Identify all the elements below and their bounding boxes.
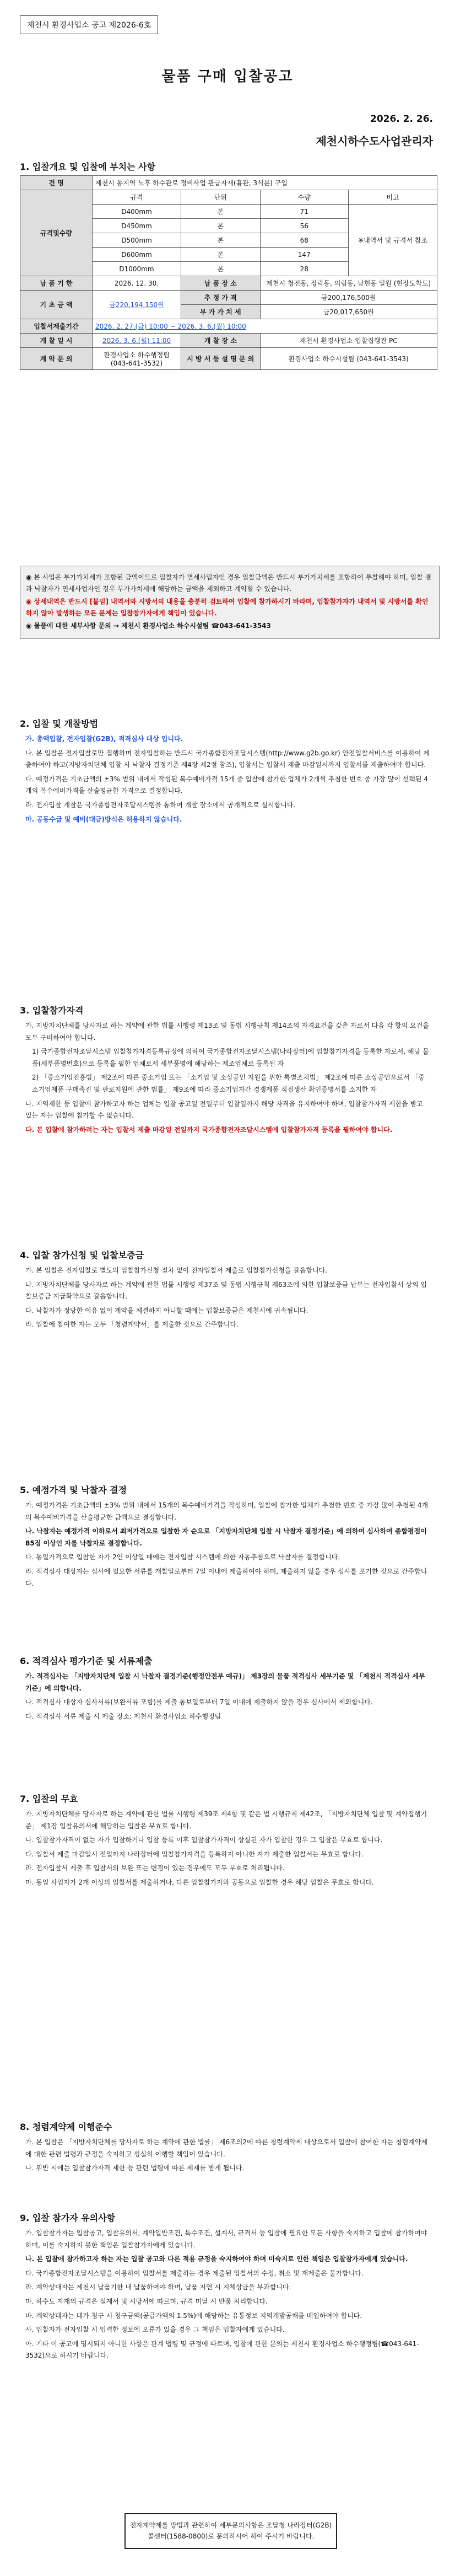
important-notes-box (20, 566, 440, 639)
section-5-item: 다. 동일가격으로 입찰한 자가 2인 이상일 때에는 전자입찰 시스템에 의한 자동추첨으로 낙찰자를 결정합니다. (25, 1553, 340, 1561)
spec-cell: D400mm (93, 205, 181, 219)
label-opening-time: 개 찰 일 시 (20, 334, 93, 348)
spec-col-header: 수량 (260, 190, 349, 205)
section-7-item: 라. 전자입찰서 제출 후 입찰서의 보완 또는 변경이 있는 경우에도 모두 무효로 처리됩니다. (25, 1864, 285, 1872)
section-5-item: 나. 낙찰자는 예정가격 이하로서 최저가격으로 입찰한 자 순으로 「지방자치단체 입찰 시 낙찰자 결정기준」에 의하여 심사하여 종합평점이 85점 이상인 자를 낙찰자로 결정합니다. (25, 1527, 427, 1547)
section-4-heading: 4. 입찰 참가신청 및 입찰보증금 (20, 1250, 144, 1260)
section-8-item: 가. 본 입찰은 「지방자치단체를 당사자로 하는 계약에 관한 법률」 제6조의2에 따른 청렴계약제 대상으로서 입찰에 참여한 자는 청렴계약제에 대한 관련 법령과 규정을 숙지하고 성실히 이행할 책임이 있습니다. (25, 2138, 428, 2158)
note-item: ◉ 상세내역은 반드시 [붙임] 내역서와 시방서의 내용을 충분히 검토하여 입찰에 참가하시기 바라며, 입찰참가자가 내역서 및 시방서를 확인하지 않아 발생하는 모든 문제는 입찰참가자에게 책임이 있습니다. (26, 598, 429, 617)
spec-cell: 147 (260, 248, 349, 262)
spec-cell: D600mm (93, 248, 181, 262)
section-9-item: 사. 입찰자가 전자입찰 시 입력한 정보에 오류가 있을 경우 그 책임은 입찰자에게 있습니다. (25, 2326, 285, 2334)
footer-line: 콜센터(1588-0800)로 문의하시어 하여 주시기 바랍니다. (147, 2532, 315, 2541)
section-2-item: 가. 총액입찰, 전자입찰(G2B), 적격심사 대상 입니다. (25, 735, 183, 743)
inquiry-footer-box (124, 2513, 337, 2549)
section-6-item: 다. 적격심사 서류 제출 시 제출 장소: 제천시 환경사업소 하수행정팀 (25, 1712, 221, 1720)
section-9-item: 다. 국가종합전자조달시스템을 이용하여 입찰서를 제출하는 경우 제출된 입찰서의 수정, 취소 및 재제출은 불가합니다. (25, 2269, 364, 2277)
section-2-item: 라. 전자입찰 개찰은 국가종합전자조달시스템을 통하여 개찰 장소에서 공개적으로 실시합니다. (25, 801, 296, 809)
spec-cell: 본 (181, 262, 261, 276)
section-6-item: 나. 적격심사 대상자 심사서류(보완서류 포함)를 제출 통보일로부터 7일 이내에 제출하지 않을 경우 심사에서 제외합니다. (25, 1698, 373, 1706)
label-delivery: 납 품 기 한 (20, 276, 93, 291)
section-1-heading: 1. 입찰개요 및 입찰에 부치는 사항 (20, 162, 155, 172)
section-4-item: 나. 지방자치단체를 당사자로 하는 계약에 관한 법률 시행령 제37조 및 동법 시행규칙 제63조에 의한 입찰보증금 납부는 전자입찰서 상의 입찰보증금 지급확약으로 갈음합니다. (25, 1280, 427, 1301)
spec-cell: 본 (181, 205, 261, 219)
section-7-item: 가. 지방자치단체를 당사자로 하는 계약에 관한 법률 시행령 제39조 제4항 및 같은 법 시행규칙 제42조, 「지방자치단체 입찰 및 계약집행기준」 제1장 입찰유의서에 해당하는 입찰은 무효로 합니다. (25, 1810, 427, 1830)
section-9-item: 가. 입찰참가자는 입찰공고, 입찰유의서, 계약일반조건, 특수조건, 설계서, 규격서 등 입찰에 필요한 모든 사항을 숙지하고 입찰에 참가하여야 하며, 이를 숙지하지 못한 책임은 입찰참가자에게 있습니다. (25, 2229, 427, 2249)
label-delivery-place: 납 품 장 소 (181, 276, 261, 291)
spec-col-header: 비고 (349, 190, 437, 205)
section-5-heading: 5. 예정가격 및 낙찰자 결정 (20, 1485, 127, 1495)
label-estimated-price: 추 정 가 격 (181, 291, 261, 305)
spec-cell: D500mm (93, 233, 181, 248)
section-8-heading: 8. 청렴계약제 이행준수 (20, 2122, 112, 2132)
section-3-heading: 3. 입찰참가자격 (20, 1005, 84, 1016)
section-9-item: 바. 계약상대자는 대가 청구 시 청구금액(공급가액의 1.5%)에 해당하는 유통정보 지역개발공채를 매입하여야 합니다. (25, 2311, 362, 2320)
section-2-item: 마. 공동수급 및 예비(대금)방식은 허용하지 않습니다. (25, 815, 182, 823)
page-title: 물품 구매 입찰공고 (161, 68, 294, 85)
label-vat: 부 가 가 치 세 (181, 305, 261, 319)
label-spec-inquiry: 시 방 서 등 설 명 문 의 (181, 348, 261, 370)
section-8-item: 나. 위반 시에는 입찰참가자격 제한 등 관련 법령에 따른 제재를 받게 됩니다. (25, 2164, 245, 2172)
note-item: ◉ 본 사업은 부가가치세가 포함된 금액이므로 입찰자가 면세사업자인 경우 입찰금액은 반드시 부가가치세를 포함하여 투찰해야 하며, 입찰 결과 낙찰자가 면세사업자인 경우 부가가치세에 해당하는 금액을 제외하고 계약할 수 있습니다. (26, 573, 432, 593)
bid-overview-table (20, 175, 437, 370)
section-3-body (25, 1020, 431, 1138)
value-submission-period: 2026. 2. 27.(금) 10:00 ~ 2026. 3. 6.(월) 10:00 (93, 319, 437, 334)
section-4-item: 가. 본 입찰은 전자입찰로 별도의 입찰참가신청 절차 없이 전자입찰서 제출로 입찰참가신청을 갈음합니다. (25, 1266, 328, 1274)
section-4-item: 라. 입찰에 참여한 자는 모두 「청렴계약서」를 제출한 것으로 간주합니다. (25, 1321, 239, 1329)
note-item: ◉ 물품에 대한 세부사항 문의 → 제천시 환경사업소 하수시설팀 ☎043-641-3543 (26, 622, 271, 630)
section-4-item: 다. 낙찰자가 정당한 이유 없이 계약을 체결하지 아니할 때에는 입찰보증금은 제천시에 귀속됩니다. (25, 1306, 308, 1314)
section-7-item: 다. 입찰서 제출 마감일시 전일까지 나라장터에 입찰참가자격을 등록하지 아니한 자가 제출한 입찰서는 무효로 합니다. (25, 1850, 364, 1858)
value-item-name: 제천시 동지역 노후 하수관로 정비사업 관급자재(흄관, 3식분) 구입 (93, 176, 437, 190)
label-contract-inquiry: 계 약 문 의 (20, 348, 93, 370)
value-base-amount: 금220,194,150원 (93, 291, 181, 319)
value-delivery-place: 제천시 청전동, 장락동, 의림동, 남현동 일원 (현장도착도) (260, 276, 437, 291)
spec-cell: 56 (260, 219, 349, 233)
value-opening-time: 2026. 3. 6.(월) 11:00 (93, 334, 181, 348)
section-5-body (25, 1500, 431, 1592)
section-3-item: 가. 지방자치단체를 당사자로 하는 계약에 관한 법률 시행령 제13조 및 동법 시행규칙 제14조의 자격요건을 갖춘 자로서 다음 각 항의 요건을 모두 구비하여야 합니다. (25, 1022, 429, 1042)
section-5-item: 라. 적격심사 대상자는 심사에 필요한 서류를 개찰일로부터 7일 이내에 제출하여야 하며, 제출하지 않을 경우 심사를 포기한 것으로 간주합니다. (25, 1567, 427, 1587)
spec-cell: D450mm (93, 219, 181, 233)
spec-cell: 28 (260, 262, 349, 276)
value-estimated-price: 금200,176,500원 (260, 291, 437, 305)
footer-line: 전자계약제를 방법과 관련하여 세부문의사항은 조달청 나라장터(G2B) (129, 2521, 332, 2529)
section-2-body (25, 733, 431, 828)
spec-cell: 71 (260, 205, 349, 219)
section-6-heading: 6. 적격심사 평가기준 및 서류제출 (20, 1656, 153, 1666)
value-delivery: 2026. 12. 30. (93, 276, 181, 291)
section-3-item: 2) 「중소기업진흥법」 제2조에 따른 중소기업 또는 「소기업 및 소상공인 지원을 위한 특별조치법」 제2조에 따른 소상공인으로서 「중소기업제품 구매촉진 및 판로지원에 관한 법률」 제9조에 따라 중소기업자간 경쟁제품 직접생산 확인증명서를 소지한 자 (32, 1074, 425, 1093)
section-2-heading: 2. 입찰 및 개찰방법 (20, 718, 99, 729)
section-5-item: 가. 예정가격은 기초금액의 ±3% 범위 내에서 15개의 복수예비가격을 작성하며, 입찰에 참가한 업체가 추첨한 번호 중 가장 많이 추첨된 4개의 복수예비가격을 산술평균한 금액으로 결정합니다. (25, 1501, 429, 1521)
value-vat: 금20,017,650원 (260, 305, 437, 319)
spec-cell: D1000mm (93, 262, 181, 276)
spec-cell: 68 (260, 233, 349, 248)
label-item-name: 건 명 (20, 176, 93, 190)
section-7-item: 마. 동일 사업자가 2개 이상의 입찰서를 제출하거나, 다른 입찰참가자와 공동으로 입찰한 경우 해당 입찰은 무효로 합니다. (25, 1878, 374, 1886)
section-4-body (25, 1265, 431, 1333)
notice-number: 제천시 환경사업소 공고 제2026-6호 (20, 15, 158, 34)
value-opening-place: 재천시 환경사업소 입찰집행관 PC (260, 334, 437, 348)
spec-cell: 본 (181, 248, 261, 262)
label-spec: 규격및수량 (20, 190, 93, 276)
section-7-body (25, 1808, 431, 1891)
section-3-item: 나. 지역제한 등 입찰에 참가하고자 하는 업체는 입찰 공고일 전일부터 입찰일까지 해당 자격을 유지하여야 하며, 입찰참가자격 제한을 받고 있는 자는 입찰에 참가할 수 없습니다. (25, 1099, 423, 1120)
section-9-heading: 9. 입찰 참가자 유의사항 (20, 2213, 116, 2223)
label-opening-place: 개 찰 장 소 (181, 334, 261, 348)
section-6-body (25, 1671, 431, 1725)
section-6-item: 가. 적격심사는 「지방자치단체 입찰 시 낙찰자 결정기준(행정안전부 예규)」 제3장의 물품 적격심사 세부기준 및 「제천시 적격심사 세부기준」에 의합니다. (25, 1672, 425, 1692)
spec-cell: 본 (181, 219, 261, 233)
label-base-amount: 기 초 금 액 (20, 291, 93, 319)
section-7-item: 나. 입찰참가자격이 없는 자가 입찰하거나 입찰 등록 이후 입찰참가자격이 상실된 자가 입찰한 경우 그 입찰은 무효로 합니다. (25, 1836, 383, 1844)
spec-cell: 본 (181, 233, 261, 248)
spec-col-header: 단위 (181, 190, 261, 205)
section-3-item: 다. 본 입찰에 참가하려는 자는 입찰서 제출 마감일 전일까지 국가종합전자조달시스템에 입찰참가자격 등록을 필하여야 합니다. (25, 1125, 393, 1134)
section-7-heading: 7. 입찰의 무효 (20, 1794, 78, 1804)
announcement-date: 2026. 2. 26. (370, 114, 433, 125)
label-submission-period: 입찰서제출기간 (20, 319, 93, 334)
section-9-item: 마. 하수도 자재의 규격은 설계서 및 시방서에 따르며, 규격 미달 시 반품 처리합니다. (25, 2297, 268, 2305)
section-9-body (25, 2228, 431, 2364)
section-9-item: 나. 본 입찰에 참가하고자 하는 자는 입찰 공고와 다른 적용 규정을 숙지하여야 하며 미숙지로 인한 책임은 입찰참가자에게 있습니다. (25, 2255, 408, 2263)
section-2-item: 나. 본 입찰은 전자입찰로만 집행하며 전자입찰하는 반드시 국가종합전자조달시스템(http://www.g2b.go.kr) 안전입찰서비스를 이용하여 제출하여야 하고(지방자치단체 입찰 시 낙찰자 결정기준 제4장 제2절 참조), 입찰서는 입찰서 제출 마감일시까지 입찰서를 제출하여야 합니다. (25, 749, 430, 769)
value-spec-inquiry: 환경사업소 하수시설팀 (043-641-3543) (260, 348, 437, 370)
spec-note: ※내역서 및 규격서 참조 (349, 205, 437, 276)
issuing-organization: 제천시하수도사업관리자 (316, 135, 433, 148)
section-9-item: 라. 계약상대자는 제천시 납품기한 내 납품하여야 하며, 납품 지연 시 지체상금을 부과합니다. (25, 2283, 291, 2291)
section-2-item: 다. 예정가격은 기초금액의 ±3% 범위 내에서 작성된 복수예비가격 15개 중 입찰에 참가한 업체가 2개씩 추첨한 번호 중 가장 많이 선택된 4개의 복수예비가격을 산술평균한 가격으로 결정합니다. (25, 775, 428, 795)
section-9-item: 아. 기타 이 공고에 명시되지 아니한 사항은 관계 법령 및 규정에 따르며, 입찰에 관한 문의는 제천시 환경사업소 하수행정팀(☎043-641-3532)으로 하시기 바랍니다. (25, 2339, 419, 2360)
spec-col-header: 규격 (93, 190, 181, 205)
value-contract-inquiry: 환경사업소 하수행정팀 (043-641-3532) (93, 348, 181, 370)
section-3-item: 1) 국가종합전자조달시스템 입찰참가자격등록규정에 의하여 국가종합전자조달시스템(나라장터)에 입찰참가자격을 등록한 자로서, 해당 물품(세부품명번호)으로 등록을 필한 업체로서 세부품명에 해당하는 제조업체로 등록된 자 (32, 1048, 429, 1067)
section-8-body (25, 2137, 431, 2177)
